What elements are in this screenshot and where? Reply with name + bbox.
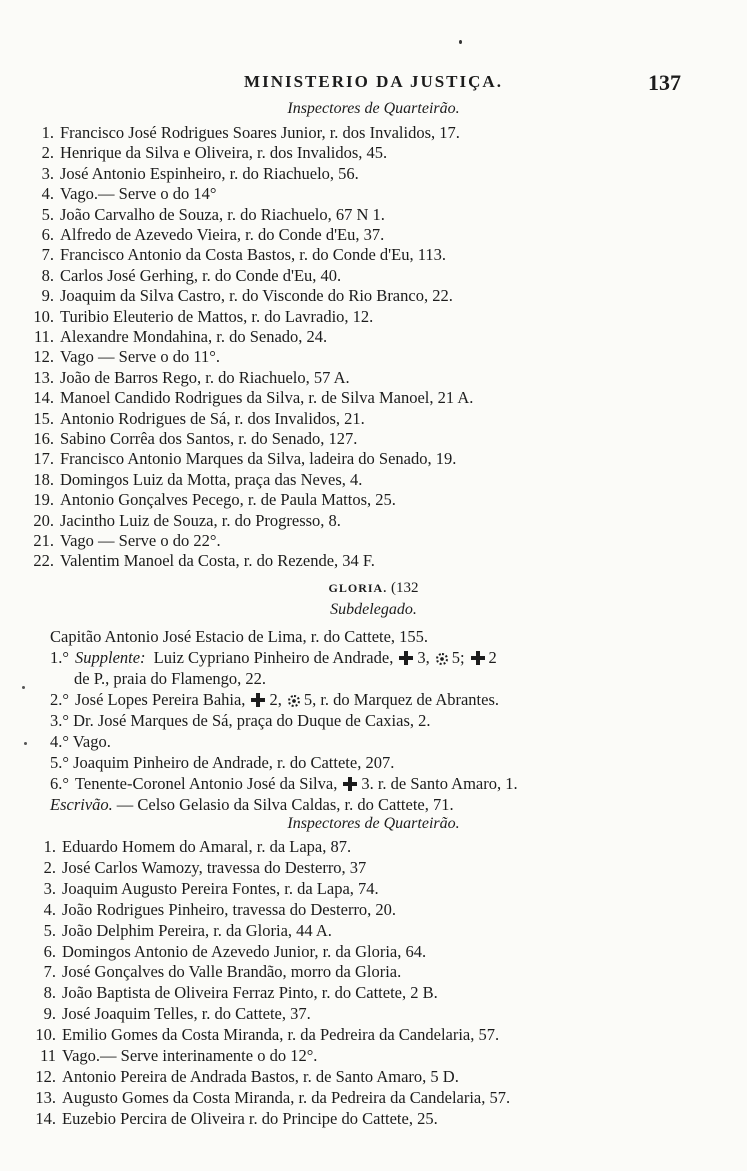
item-text: Henrique da Silva e Oliveira, r. dos Invalidos, 45. — [60, 143, 388, 163]
list-item — [22, 857, 682, 878]
supplente-name: Tenente-Coronel Antonio José da Silva, — [74, 774, 338, 793]
list-item — [20, 142, 680, 163]
item-text: Vago.— Serve o do 14° — [60, 184, 217, 204]
item-number: 21. — [33, 531, 54, 550]
list-item — [20, 367, 680, 388]
item-text: Domingos Antonio de Azevedo Junior, r. da Gloria, 64. — [62, 941, 427, 961]
item-text: José Carlos Wamozy, travessa do Desterro, 37 — [62, 857, 367, 877]
item-text: Francisco Antonio Marques da Silva, ladeira do Senado, 19. — [60, 449, 457, 469]
list-item — [22, 961, 682, 982]
order-rose-icon — [288, 695, 300, 707]
item-number: 9. — [41, 286, 54, 306]
list-item — [22, 941, 682, 962]
supplente-6 — [50, 773, 720, 794]
page-header — [0, 70, 747, 96]
list-item — [20, 224, 680, 245]
list-item — [20, 346, 680, 367]
item-number: 4. — [41, 184, 54, 204]
order-cross-icon — [251, 693, 265, 707]
list-item — [22, 899, 682, 920]
list-item — [20, 204, 680, 225]
list-item — [20, 326, 680, 347]
district-title — [0, 580, 747, 597]
item-number: 5. — [43, 920, 56, 940]
item-text: Alexandre Mondahina, r. do Senado, 24. — [60, 327, 328, 346]
item-number: 1. — [41, 123, 54, 142]
item-number: 5. — [41, 204, 54, 224]
item-text: Turibio Eleuterio de Mattos, r. do Lavradio, 12. — [60, 306, 374, 326]
supplente-5: 5.° Joaquim Pinheiro de Andrade, r. do Cattete, 207. — [50, 753, 395, 772]
item-text: Euzebio Percira de Oliveira r. do Principe do Cattete, 25. — [62, 1108, 438, 1128]
item-number: 8. — [41, 265, 54, 285]
decoration-number: 2, — [269, 690, 282, 709]
decoration-number: 5; — [451, 648, 465, 667]
item-number: 1. — [43, 837, 56, 856]
list-item — [20, 122, 680, 143]
item-number: 2. — [43, 857, 56, 877]
supplente-3: 3.° Dr. José Marques de Sá, praça do Duque de Caxias, 2. — [50, 711, 431, 730]
item-text: João Rodrigues Pinheiro, travessa do Desterro, 20. — [62, 899, 397, 919]
list-item — [20, 510, 680, 531]
item-number: 18. — [33, 469, 54, 489]
order-cross-icon — [343, 777, 357, 791]
escrivao-entry — [50, 794, 720, 815]
list-item — [22, 836, 682, 857]
ink-speck — [459, 40, 462, 44]
escrivao-text: — Celso Gelasio da Silva Caldas, r. do Cattete, 71. — [116, 795, 454, 814]
list-item — [20, 244, 680, 265]
item-number: 7. — [43, 962, 56, 982]
item-number: 22. — [33, 551, 54, 571]
item-text: Joaquim Augusto Pereira Fontes, r. da Lapa, 74. — [62, 878, 379, 898]
item-text: João Baptista de Oliveira Ferraz Pinto, r. do Cattete, 2 B. — [62, 983, 438, 1003]
item-number: 4. — [43, 899, 56, 919]
item-text: Sabino Corrêa dos Santos, r. do Senado, 127. — [60, 429, 358, 448]
page-number: 137 — [648, 70, 681, 95]
list-item — [20, 469, 680, 490]
item-text: Emilio Gomes da Costa Miranda, r. da Pedreira da Candelaria, 57. — [62, 1025, 500, 1045]
item-number: 6. — [41, 225, 54, 244]
decoration-number: 2 — [488, 648, 497, 667]
list-item — [20, 550, 680, 571]
item-text: Francisco Antonio da Costa Bastos, r. do Conde d'Eu, 113. — [60, 245, 446, 265]
supplente-ordinal: 1.° — [50, 648, 69, 667]
supplente-name: Luiz Cypriano Pinheiro de Andrade, — [153, 648, 394, 667]
item-text: Antonio Rodrigues de Sá, r. dos Invalidos, 21. — [60, 408, 365, 428]
list-item — [22, 1024, 682, 1045]
list-item — [20, 387, 680, 408]
item-text: João de Barros Rego, r. do Riachuelo, 57 A. — [60, 367, 350, 387]
item-text: Francisco José Rodrigues Soares Junior, r. dos Invalidos, 17. — [60, 123, 460, 142]
list-item — [20, 530, 680, 551]
item-text: Joaquim da Silva Castro, r. do Visconde do Rio Branco, 22. — [60, 286, 453, 306]
item-number: 10. — [33, 306, 54, 326]
item-text: José Joaquim Telles, r. do Cattete, 37. — [62, 1004, 311, 1024]
item-number: 11. — [33, 327, 54, 346]
item-number: 9. — [43, 1004, 56, 1024]
item-number: 14. — [35, 1108, 56, 1128]
item-number: 10. — [35, 1025, 56, 1045]
item-number: 11 — [40, 1046, 56, 1065]
item-text: José Antonio Espinheiro, r. do Riachuelo, 56. — [60, 163, 359, 183]
supplente-label: Supplente: — [74, 648, 146, 667]
escrivao-label: Escrivão. — [50, 795, 113, 814]
item-text: Valentim Manoel da Costa, r. do Rezende, 34 F. — [60, 551, 375, 571]
district-number: (132 — [390, 580, 419, 596]
order-cross-icon — [399, 651, 413, 665]
list-item — [20, 163, 680, 184]
list-item — [20, 183, 680, 204]
item-text: Antonio Gonçalves Pecego, r. de Paula Mattos, 25. — [60, 490, 396, 510]
supplente-address: 5, r. do Marquez de Abrantes. — [303, 690, 500, 709]
order-cross-icon — [471, 651, 485, 665]
section-heading: Inspectores de Quarteirão. — [287, 100, 460, 117]
item-number: 12. — [35, 1066, 56, 1086]
supplente-ordinal: 2.° — [50, 690, 69, 709]
item-number: 2. — [41, 143, 54, 163]
item-number: 16. — [33, 429, 54, 448]
supplente-address: 3. r. de Santo Amaro, 1. — [361, 774, 518, 793]
item-text: Vago.— Serve interinamente o do 12°. — [62, 1046, 318, 1065]
list-item — [20, 428, 680, 449]
district-name: GLORIA. — [328, 581, 388, 595]
item-number: 12. — [33, 347, 54, 367]
item-text: Carlos José Gerhing, r. do Conde d'Eu, 40. — [60, 265, 342, 285]
list-item — [20, 285, 680, 306]
list-item — [22, 920, 682, 941]
supplente-name: José Lopes Pereira Bahia, — [74, 690, 246, 709]
list-item — [22, 1066, 682, 1087]
item-text: Domingos Luiz da Motta, praça das Neves, 4. — [60, 469, 363, 489]
item-number: 15. — [33, 408, 54, 428]
item-number: 3. — [41, 163, 54, 183]
item-number: 8. — [43, 983, 56, 1003]
item-text: Antonio Pereira de Andrada Bastos, r. de Santo Amaro, 5 D. — [62, 1066, 459, 1086]
section-heading: Inspectores de Quarteirão. — [287, 815, 460, 832]
list-item — [22, 1045, 682, 1066]
item-number: 3. — [43, 878, 56, 898]
item-text: Jacintho Luiz de Souza, r. do Progresso, 8. — [60, 510, 341, 530]
margin-mark — [22, 686, 25, 689]
supplente-1 — [50, 647, 720, 668]
order-rose-icon — [436, 653, 448, 665]
list-item — [22, 982, 682, 1003]
item-text: Eduardo Homem do Amaral, r. da Lapa, 87. — [62, 837, 352, 856]
list-item — [22, 878, 682, 899]
list-item — [20, 306, 680, 327]
subdelegado-heading: Subdelegado. — [330, 601, 417, 618]
item-number: 19. — [33, 490, 54, 510]
list-item — [22, 1087, 682, 1108]
item-text: Alfredo de Azevedo Vieira, r. do Conde d'Eu, 37. — [60, 225, 385, 244]
item-text: Vago — Serve o do 11°. — [60, 347, 220, 367]
item-text: José Gonçalves do Valle Brandão, morro da Gloria. — [62, 962, 402, 982]
list-item — [20, 448, 680, 469]
item-number: 20. — [33, 510, 54, 530]
item-text: Vago — Serve o do 22°. — [60, 531, 221, 550]
item-number: 7. — [41, 245, 54, 265]
item-text: Manoel Candido Rodrigues da Silva, r. de Silva Manoel, 21 A. — [60, 388, 474, 408]
list-item — [22, 1003, 682, 1024]
supplente-2 — [50, 689, 720, 710]
subdelegado-entry: Capitão Antonio José Estacio de Lima, r. do Cattete, 155. — [50, 627, 429, 646]
item-text: Augusto Gomes da Costa Miranda, r. da Pedreira da Candelaria, 57. — [62, 1087, 511, 1107]
list-item — [20, 265, 680, 286]
item-number: 13. — [33, 367, 54, 387]
item-number: 14. — [33, 388, 54, 408]
item-number: 6. — [43, 941, 56, 961]
running-title: MINISTERIO DA JUSTIÇA. — [244, 72, 503, 91]
decoration-number: 3, — [417, 648, 430, 667]
item-number: 13. — [35, 1087, 56, 1107]
list-item — [22, 1108, 682, 1129]
item-number: 17. — [33, 449, 54, 469]
supplente-1-continued: de P., praia do Flamengo, 22. — [74, 669, 267, 688]
supplente-4: 4.° Vago. — [50, 732, 111, 751]
margin-mark — [24, 742, 27, 745]
list-item — [20, 489, 680, 510]
item-text: João Carvalho de Souza, r. do Riachuelo, 67 N 1. — [60, 204, 385, 224]
item-text: João Delphim Pereira, r. da Gloria, 44 A. — [62, 920, 332, 940]
supplente-ordinal: 6.° — [50, 774, 69, 793]
list-item — [20, 408, 680, 429]
